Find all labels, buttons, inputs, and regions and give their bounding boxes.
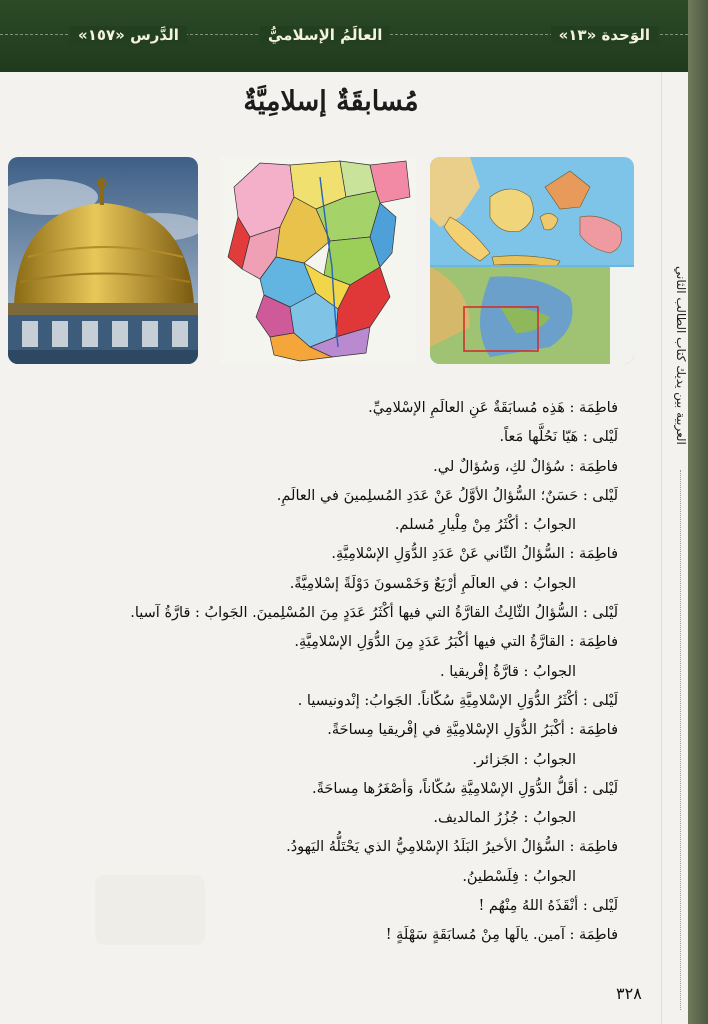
dialogue-text: في العالَمِ أرْبَعٌ وَخَمْسونَ دَوْلَةً إسْلامِيَّةً. <box>289 575 524 592</box>
header-lesson: الدَّرس «١٥٧» <box>70 26 187 44</box>
dialogue-line <box>38 511 618 540</box>
side-strip <box>661 72 688 1024</box>
page-number: ٣٢٨ <box>616 984 642 1003</box>
dialogue-line <box>38 423 618 452</box>
dialogue-text: آمين. يالَها مِنْ مُسابَقَةٍ سَهْلَةٍ ! <box>385 927 570 944</box>
speaker-label: فاطِمَة : <box>569 839 618 856</box>
speaker-label: فاطِمَة : <box>569 458 618 475</box>
dialogue-line <box>38 628 618 657</box>
speaker-label: فاطِمَة : <box>569 400 618 416</box>
speaker-label: لَيْلى : <box>582 898 618 915</box>
speaker-label: لَيْلى : <box>582 487 618 504</box>
dialogue-line <box>38 775 618 804</box>
dialogue-text: أقَلُّ الدُّوَلِ الإسْلامِيَّةِ سُكّاناً، وَأصْغَرُها مِساحَةً. <box>312 780 583 797</box>
dialogue-line <box>38 570 618 599</box>
dialogue-line <box>38 599 618 628</box>
dialogue-text: جُزُرُ المالديف. <box>433 810 524 827</box>
dialogue-text: حَسَنٌ؛ السُّؤالُ الأوَّلُ عَنْ عَدَدِ المُسلِمينَ في العالَمِ. <box>276 487 583 504</box>
speaker-label: الجوابُ : <box>523 663 576 680</box>
dialogue-text: القارَّةُ التي فيها أكْبَرُ عَدَدٍ مِنَ الدُّوَلِ الإسْلامِيَّةِ. <box>294 634 570 651</box>
speaker-label: فاطِمَة : <box>569 546 618 563</box>
dialogue-body <box>38 394 618 951</box>
dialogue-text: أكْثَرُ الدُّوَلِ الإسْلامِيَّةِ سُكّاناً. الجَوابُ: إنْدونيسيا . <box>297 692 583 709</box>
dialogue-text: فِلَسْطينُ. <box>462 868 524 885</box>
side-book-label: العربية بين يديك كتاب الطالب الثاني <box>674 265 688 445</box>
speaker-label: الجوابُ : <box>523 751 576 768</box>
sudan-map <box>220 157 416 364</box>
speaker-label: الجوابُ : <box>523 575 576 592</box>
page-title: مُسابقَةٌ إسلامِيَّةٌ <box>243 86 419 117</box>
dialogue-line <box>38 833 618 862</box>
speaker-label: لَيْلى : <box>582 605 618 622</box>
dome-of-the-rock-photo <box>8 157 198 364</box>
dialogue-text: الجَزائر. <box>472 751 524 768</box>
dialogue-line <box>38 394 618 423</box>
dialogue-line <box>38 658 618 687</box>
speaker-label: لَيْلى : <box>582 780 618 797</box>
side-dotted-rule <box>680 470 681 1010</box>
dialogue-text: السُّؤالُ الثّالِثُ القارَّةُ التي فيها أكْثَرُ عَدَدٍ مِنَ المُسْلِمينَ. الجَوابُ : قارَّةُ آسيا. <box>130 605 583 622</box>
speaker-label: لَيْلى : <box>582 429 618 446</box>
dialogue-text: هَذِه مُسابَقَةٌ عَنِ العالَمِ الإسْلامِيِّ. <box>368 400 570 416</box>
dialogue-line <box>38 453 618 482</box>
speaker-label: فاطِمَة : <box>569 927 618 944</box>
speaker-label: فاطِمَة : <box>569 722 618 739</box>
dialogue-text: السُّؤالُ الأخيرُ البَلَدُ الإسْلامِيُّ الذي يَحْتَلُّهُ اليَهودُ. <box>286 839 570 856</box>
header-unit: الوَحدة «١٣» <box>551 26 658 44</box>
page-edge-bar <box>688 0 708 1024</box>
dialogue-text: هَيّا نَحُلَّها مَعاً. <box>499 429 583 446</box>
dialogue-line <box>38 746 618 775</box>
speaker-label: الجوابُ : <box>523 868 576 885</box>
dialogue-text: أكْبَرُ الدُّوَلِ الإسْلامِيَّةِ في إفْريقيا مِساحَةً. <box>327 722 570 739</box>
dialogue-text: قارَّةُ إفْريقيا . <box>440 663 524 680</box>
speaker-label: فاطِمَة : <box>569 634 618 651</box>
dialogue-text: أنْقَذَهُ اللهُ مِنْهُم ! <box>478 898 583 915</box>
dialogue-line <box>38 687 618 716</box>
dialogue-line <box>38 804 618 833</box>
dialogue-line <box>38 716 618 745</box>
speaker-label: لَيْلى : <box>582 692 618 709</box>
dialogue-text: سُؤالٌ لكِ، وَسُؤالٌ لي. <box>433 458 570 475</box>
speaker-label: الجوابُ : <box>523 810 576 827</box>
speaker-label: الجوابُ : <box>523 517 576 534</box>
dialogue-text: السُّؤالُ الثّاني عَنْ عَدَدِ الدُّوَلِ الإسْلامِيَّةِ. <box>331 546 570 563</box>
dialogue-line <box>38 482 618 511</box>
dialogue-line <box>38 540 618 569</box>
header-topic: العالَمُ الإسلاميُّ <box>260 26 390 44</box>
dialogue-text: أكْثَرُ مِنْ مِلْيارِ مُسلم. <box>394 517 524 534</box>
faded-watermark-box <box>95 875 205 945</box>
header-band <box>0 0 708 72</box>
indonesia-map <box>430 157 634 364</box>
